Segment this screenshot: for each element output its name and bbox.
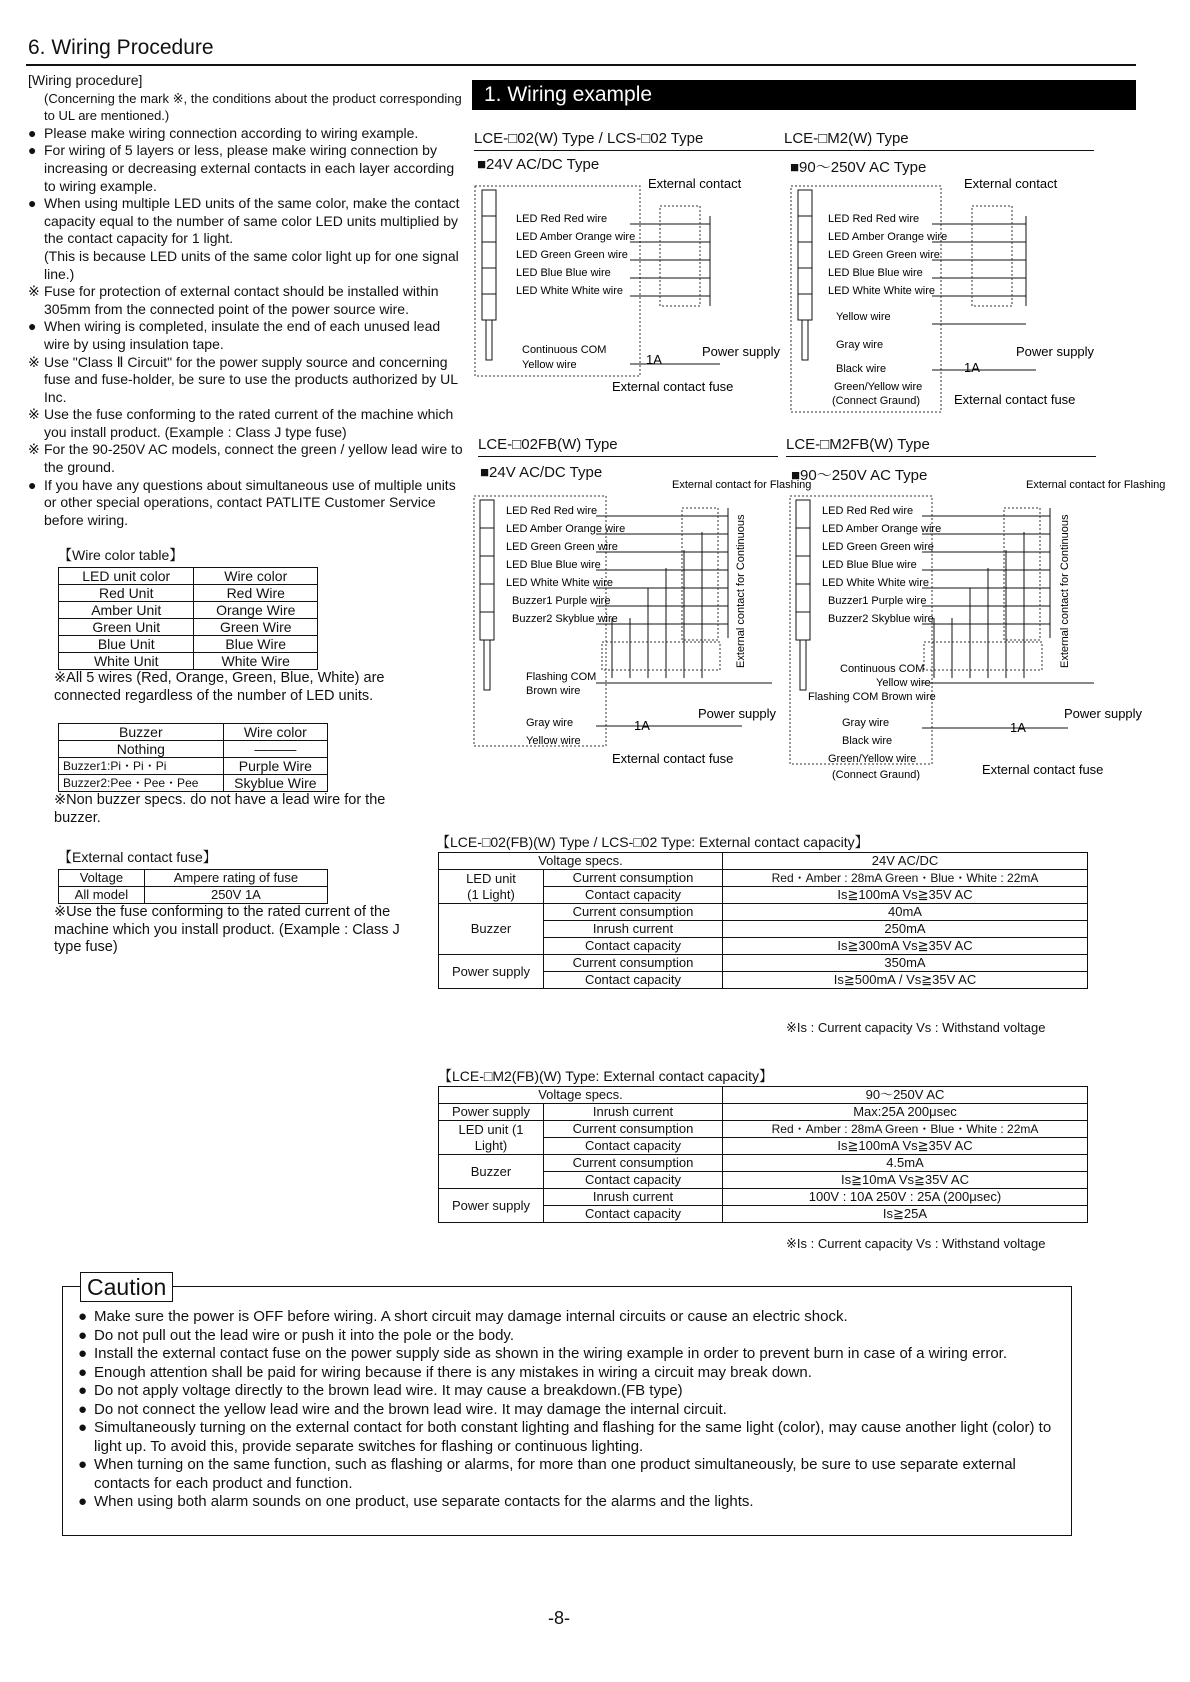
diagram-3-voltage: ■24V AC/DC Type bbox=[480, 464, 603, 481]
fuse-rating: 1A bbox=[634, 718, 650, 733]
wire-label: LED Amber Orange wire bbox=[506, 523, 626, 535]
wire-label: Yellow wire bbox=[522, 359, 577, 371]
table-cell: Is≧100mA Vs≧35V AC bbox=[723, 1138, 1088, 1155]
fuse-label: External contact fuse bbox=[982, 762, 1104, 777]
wiring-example-title-bar: 1. Wiring example bbox=[472, 80, 1136, 110]
diagram-1-title: LCE-□02(W) Type / LCS-□02 Type bbox=[474, 130, 704, 147]
fuse-rating: 1A bbox=[1010, 720, 1026, 735]
diagram-1-voltage: ■24V AC/DC Type bbox=[477, 156, 600, 173]
wire-label: LED Blue Blue wire bbox=[516, 267, 611, 279]
wiring-diagram-1 bbox=[470, 176, 782, 416]
caution-item-text: Do not apply voltage directly to the brown lead wire. It may cause a breakdown.(FB type) bbox=[94, 1382, 683, 1399]
wire-label: LED Green Green wire bbox=[822, 541, 934, 553]
caution-item-text: Install the external contact fuse on the power supply side as shown in the wiring example in order to prevent burn in case of a wiring error. bbox=[94, 1345, 1007, 1362]
procedure-list bbox=[28, 125, 468, 530]
wire-label: Gray wire bbox=[842, 717, 890, 729]
wire-table-note: ※All 5 wires (Red, Orange, Green, Blue, White) are connected regardless of the number of LED units. bbox=[54, 670, 385, 704]
wire-label: Flashing COM bbox=[526, 671, 597, 683]
bullet-icon: ● bbox=[28, 476, 37, 493]
wire-color-table bbox=[58, 567, 318, 670]
caution-item-text: Do not connect the yellow lead wire and the brown lead wire. It may damage the internal circuit. bbox=[94, 1400, 727, 1418]
page-number: -8- bbox=[548, 1608, 570, 1628]
wire-label: Buzzer1 Purple wire bbox=[512, 595, 611, 607]
wiring-diagram-2 bbox=[786, 176, 1098, 416]
caution-item-text: Simultaneously turning on the external contact for both constant lighting and flashing for the same light (color), may cause another light (color) to light up. To avoid this, provide separate switches for flashing or continuous lighting. bbox=[94, 1419, 1052, 1455]
table-cell: Blue Unit bbox=[59, 636, 194, 653]
power-supply-label: Power supply bbox=[702, 344, 781, 359]
note-mark-icon: ※ bbox=[28, 353, 40, 370]
table-header: Voltage bbox=[59, 870, 145, 887]
procedure-item-text: Fuse for protection of external contact should be installed within 305mm from the connected point of the power source wire. bbox=[44, 283, 439, 317]
wire-label: Continuous COM bbox=[522, 344, 607, 356]
section-title: 6. Wiring Procedure bbox=[28, 36, 214, 59]
diagram-4-rule bbox=[786, 456, 1096, 457]
wire-label: Buzzer2 Skyblue wire bbox=[512, 613, 618, 625]
table-cell: Buzzer bbox=[439, 1155, 544, 1189]
diagram-2-title: LCE-□M2(W) Type bbox=[784, 130, 909, 147]
table-cell: Is≧500mA / Vs≧35V AC bbox=[723, 972, 1088, 989]
procedure-item-text: When using multiple LED units of the same color, make the contact capacity equal to the number of same color LED units multiplied by the contact capacity for 1 light. bbox=[44, 195, 460, 247]
bullet-icon: ● bbox=[28, 195, 37, 212]
bullet-icon: ● bbox=[78, 1345, 88, 1362]
diagram-2-voltage: ■90〜250V AC Type bbox=[790, 159, 927, 176]
table-cell: Contact capacity bbox=[544, 1172, 723, 1189]
caution-item bbox=[78, 1345, 1068, 1364]
caution-item-text: Do not pull out the lead wire or push it into the pole or the body. bbox=[94, 1326, 514, 1344]
table-cell: Skyblue Wire bbox=[223, 775, 327, 792]
table-cell: Green Wire bbox=[194, 619, 318, 636]
table-cell: Buzzer bbox=[439, 904, 544, 955]
table-header: Ampere rating of fuse bbox=[144, 870, 327, 887]
table-cell: Is≧10mA Vs≧35V AC bbox=[723, 1172, 1088, 1189]
wire-label: LED Blue Blue wire bbox=[822, 559, 917, 571]
procedure-item-text: For the 90-250V AC models, connect the green / yellow lead wire to the ground. bbox=[44, 441, 463, 476]
wire-label: LED Green Green wire bbox=[516, 249, 628, 261]
wire-label: Buzzer1 Purple wire bbox=[828, 595, 927, 607]
external-contact-label: External contact bbox=[648, 176, 742, 191]
table-header: Wire color bbox=[223, 724, 327, 741]
external-contact-label: External contact bbox=[964, 176, 1058, 191]
table-cell: Contact capacity bbox=[544, 972, 723, 989]
diagram-4-voltage: ■90〜250V AC Type bbox=[791, 467, 928, 484]
bullet-icon: ● bbox=[78, 1363, 88, 1381]
power-supply-label: Power supply bbox=[1064, 706, 1143, 721]
note-mark-icon: ※ bbox=[28, 406, 40, 423]
wire-label: Yellow wire bbox=[526, 735, 581, 747]
wire-label: Gray wire bbox=[526, 717, 574, 729]
caution-item bbox=[78, 1493, 1068, 1512]
table-cell: Power supply bbox=[439, 955, 544, 989]
caution-list bbox=[78, 1308, 1068, 1512]
caution-item bbox=[78, 1419, 1068, 1456]
bullet-icon: ● bbox=[28, 318, 37, 335]
procedure-item-text: If you have any questions about simultaneous use of multiple units or other special operations, contact PATLITE Customer Service before wiring. bbox=[44, 476, 456, 528]
table-header: 24V AC/DC bbox=[723, 853, 1088, 870]
procedure-item-text: Use the fuse conforming to the rated current of the machine which you install product. (Example : Class J type fuse) bbox=[44, 406, 454, 440]
table-cell: LED unit (1 Light) bbox=[439, 1121, 544, 1155]
bullet-icon: ● bbox=[28, 142, 37, 159]
procedure-item-text: For wiring of 5 layers or less, please make wiring connection by increasing or decreasing external contacts in each layer according to wiring example. bbox=[44, 142, 455, 194]
procedure-item-text: Please make wiring connection according to wiring example. bbox=[44, 124, 419, 141]
table-cell: Is≧25A bbox=[723, 1206, 1088, 1223]
power-supply-label: Power supply bbox=[698, 706, 777, 721]
caution-item bbox=[78, 1382, 1068, 1401]
table-cell: Red Wire bbox=[194, 585, 318, 602]
bullet-icon: ● bbox=[78, 1326, 88, 1344]
fuse-label: External contact fuse bbox=[954, 392, 1076, 407]
procedure-item bbox=[28, 406, 468, 441]
fuse-rating: 1A bbox=[646, 352, 662, 367]
table-cell: Green Unit bbox=[59, 619, 194, 636]
procedure-item bbox=[28, 142, 468, 195]
table-cell: Max:25A 200μsec bbox=[723, 1104, 1088, 1121]
table-cell: Buzzer2:Pee・Pee・Pee bbox=[59, 775, 224, 792]
bullet-icon: ● bbox=[78, 1456, 88, 1473]
procedure-item bbox=[28, 125, 468, 143]
wire-label: LED Green Green wire bbox=[828, 249, 940, 261]
external-contact-label: External contact for Flashing bbox=[672, 479, 812, 491]
wire-label: Brown wire bbox=[526, 685, 581, 697]
wire-label: Black wire bbox=[842, 735, 893, 747]
table-cell: Inrush current bbox=[544, 921, 723, 938]
procedure-item bbox=[28, 318, 468, 353]
power-supply-label: Power supply bbox=[1016, 344, 1095, 359]
fuse-table bbox=[58, 869, 328, 904]
note-mark-icon: ※ bbox=[28, 441, 40, 458]
bullet-icon: ● bbox=[78, 1308, 88, 1325]
capacity-table-1-title: 【LCE-□02(FB)(W) Type / LCS-□02 Type: External contact capacity】 bbox=[436, 834, 869, 850]
capacity-table-1 bbox=[438, 852, 1088, 989]
caution-item bbox=[78, 1364, 1068, 1383]
wire-table-title: 【Wire color table】 bbox=[58, 547, 184, 564]
caution-item bbox=[78, 1401, 1068, 1420]
table-cell: Inrush current bbox=[544, 1189, 723, 1206]
table-cell: ——— bbox=[223, 741, 327, 758]
table-header: Wire color bbox=[194, 568, 318, 585]
wire-label: LED White White wire bbox=[822, 577, 929, 589]
wire-label: LED Green Green wire bbox=[506, 541, 618, 553]
procedure-item-text: When wiring is completed, insulate the end of each unused lead wire by using insulation tape. bbox=[44, 318, 441, 352]
procedure-item bbox=[28, 441, 468, 476]
fuse-table-title: 【External contact fuse】 bbox=[58, 849, 217, 866]
caution-item-text: When using both alarm sounds on one product, use separate contacts for the alarms and the lights. bbox=[94, 1493, 754, 1510]
caution-item bbox=[78, 1308, 1068, 1327]
procedure-item-text: Use "Class Ⅱ Circuit" for the power supply source and concerning fuse and fuse-holder, be sure to use the products authorized by UL Inc. bbox=[44, 353, 458, 405]
wire-label: (Connect Graund) bbox=[832, 769, 921, 781]
procedure-item bbox=[28, 248, 468, 283]
caution-item bbox=[78, 1327, 1068, 1346]
procedure-item-text: (This is because LED units of the same color light up for one signal line.) bbox=[44, 247, 459, 282]
bullet-icon: ● bbox=[78, 1419, 88, 1436]
table-cell: 4.5mA bbox=[723, 1155, 1088, 1172]
wire-label: Continuous COM bbox=[840, 663, 925, 675]
table-cell: Current consumption bbox=[544, 870, 723, 887]
table-cell: Red・Amber : 28mA Green・Blue・White : 22mA bbox=[723, 1121, 1088, 1138]
procedure-heading: [Wiring procedure] bbox=[28, 72, 143, 88]
wire-label: LED Amber Orange wire bbox=[828, 231, 948, 243]
table-cell: Current consumption bbox=[544, 955, 723, 972]
wire-label: LED Red Red wire bbox=[822, 505, 914, 517]
table-cell: Contact capacity bbox=[544, 938, 723, 955]
table-header: LED unit color bbox=[59, 568, 194, 585]
caution-item-text: Enough attention shall be paid for wiring because if there is any mistakes in wiring a circuit may break down. bbox=[94, 1363, 812, 1381]
capacity-table-2-note: ※Is : Current capacity Vs : Withstand voltage bbox=[786, 1236, 1046, 1251]
capacity-table-2 bbox=[438, 1086, 1088, 1223]
bullet-icon: ● bbox=[78, 1493, 88, 1510]
table-cell: Purple Wire bbox=[223, 758, 327, 775]
table-cell: 350mA bbox=[723, 955, 1088, 972]
table-cell: Contact capacity bbox=[544, 1138, 723, 1155]
fuse-table-note: ※Use the fuse conforming to the rated current of the machine which you install product. (Example : Class J type fuse) bbox=[54, 904, 400, 956]
buzzer-table bbox=[58, 723, 328, 792]
wire-label: Green/Yellow wire bbox=[828, 753, 917, 765]
fuse-rating: 1A bbox=[964, 360, 980, 375]
section-rule bbox=[26, 64, 1136, 66]
table-cell: Contact capacity bbox=[544, 1206, 723, 1223]
table-header: Voltage specs. bbox=[439, 853, 723, 870]
external-contact-side-label: External contact for Continuous bbox=[1059, 514, 1071, 668]
wire-label: LED Red Red wire bbox=[828, 213, 920, 225]
diagram-2-rule bbox=[784, 150, 1094, 151]
note-mark-icon: ※ bbox=[28, 283, 40, 300]
table-cell: Contact capacity bbox=[544, 887, 723, 904]
external-contact-label: External contact for Flashing bbox=[1026, 479, 1166, 491]
table-cell: Orange Wire bbox=[194, 602, 318, 619]
table-cell: Power supply bbox=[439, 1104, 544, 1121]
table-cell: Red・Amber : 28mA Green・Blue・White : 22mA bbox=[723, 870, 1088, 887]
bullet-icon: ● bbox=[28, 124, 37, 141]
wiring-procedure-column bbox=[28, 72, 468, 957]
caution-item-text: Make sure the power is OFF before wiring. A short circuit may damage internal circuits or cause an electric shock. bbox=[94, 1308, 848, 1325]
wire-label: Yellow wire bbox=[876, 677, 931, 689]
wire-label: Green/Yellow wire bbox=[834, 381, 923, 393]
table-header: 90〜250V AC bbox=[723, 1087, 1088, 1104]
table-cell: 40mA bbox=[723, 904, 1088, 921]
wire-label: (Connect Graund) bbox=[832, 395, 921, 407]
capacity-table-2-title: 【LCE-□M2(FB)(W) Type: External contact capacity】 bbox=[438, 1068, 773, 1084]
wiring-diagram-3 bbox=[472, 478, 812, 788]
table-cell: Amber Unit bbox=[59, 602, 194, 619]
wire-label: Gray wire bbox=[836, 339, 884, 351]
wire-label: Flashing COM Brown wire bbox=[808, 691, 936, 703]
caution-label: Caution bbox=[80, 1272, 173, 1302]
wire-label: LED White White wire bbox=[516, 285, 623, 297]
wiring-diagram-4 bbox=[788, 478, 1166, 788]
ul-note: (Concerning the mark ※, the conditions about the product corresponding to UL are mentioned.) bbox=[44, 90, 462, 124]
wire-label: LED Amber Orange wire bbox=[516, 231, 636, 243]
table-header: Buzzer bbox=[59, 724, 224, 741]
wire-label: Black wire bbox=[836, 363, 887, 375]
wire-label: LED Amber Orange wire bbox=[822, 523, 942, 535]
wire-label: LED Blue Blue wire bbox=[506, 559, 601, 571]
capacity-table-1-note: ※Is : Current capacity Vs : Withstand voltage bbox=[786, 1020, 1046, 1035]
table-cell: Blue Wire bbox=[194, 636, 318, 653]
table-cell: Current consumption bbox=[544, 1121, 723, 1138]
table-cell: Current consumption bbox=[544, 1155, 723, 1172]
table-cell: Buzzer1:Pi・Pi・Pi bbox=[59, 758, 224, 775]
external-contact-side-label: External contact for Continuous bbox=[735, 514, 747, 668]
caution-item-text: When turning on the same function, such as flashing or alarms, for more than one product simultaneously, be sure to use separate external contacts for each product and function. bbox=[94, 1456, 1016, 1492]
table-cell: White Unit bbox=[59, 653, 194, 670]
buzzer-table-note: ※Non buzzer specs. do not have a lead wire for the buzzer. bbox=[54, 792, 386, 826]
bullet-icon: ● bbox=[78, 1400, 88, 1418]
table-cell: Is≧300mA Vs≧35V AC bbox=[723, 938, 1088, 955]
table-cell: Red Unit bbox=[59, 585, 194, 602]
diagram-4-title: LCE-□M2FB(W) Type bbox=[786, 436, 930, 453]
wire-label: LED White White wire bbox=[506, 577, 613, 589]
procedure-item bbox=[28, 195, 468, 248]
bullet-icon: ● bbox=[78, 1382, 88, 1399]
table-cell: Nothing bbox=[59, 741, 224, 758]
wire-label: LED Red Red wire bbox=[506, 505, 598, 517]
fuse-label: External contact fuse bbox=[612, 751, 734, 766]
caution-item bbox=[78, 1456, 1068, 1493]
table-cell: White Wire bbox=[194, 653, 318, 670]
wire-label: Yellow wire bbox=[836, 311, 891, 323]
table-cell: 250V 1A bbox=[144, 887, 327, 904]
diagram-3-rule bbox=[478, 456, 778, 457]
wire-label: LED White White wire bbox=[828, 285, 935, 297]
table-cell: Current consumption bbox=[544, 904, 723, 921]
table-cell: 100V : 10A 250V : 25A (200μsec) bbox=[723, 1189, 1088, 1206]
procedure-item bbox=[28, 354, 468, 407]
wire-label: LED Blue Blue wire bbox=[828, 267, 923, 279]
wire-label: Buzzer2 Skyblue wire bbox=[828, 613, 934, 625]
table-cell: 250mA bbox=[723, 921, 1088, 938]
diagram-1-rule bbox=[474, 150, 784, 151]
diagram-3-title: LCE-□02FB(W) Type bbox=[478, 436, 618, 453]
table-cell: LED unit (1 Light) bbox=[439, 870, 544, 904]
wire-label: LED Red Red wire bbox=[516, 213, 608, 225]
table-cell: Power supply bbox=[439, 1189, 544, 1223]
table-cell: All model bbox=[59, 887, 145, 904]
table-cell: Is≧100mA Vs≧35V AC bbox=[723, 887, 1088, 904]
procedure-item bbox=[28, 477, 468, 530]
table-cell: Inrush current bbox=[544, 1104, 723, 1121]
fuse-label: External contact fuse bbox=[612, 379, 734, 394]
procedure-item bbox=[28, 283, 468, 318]
table-header: Voltage specs. bbox=[439, 1087, 723, 1104]
